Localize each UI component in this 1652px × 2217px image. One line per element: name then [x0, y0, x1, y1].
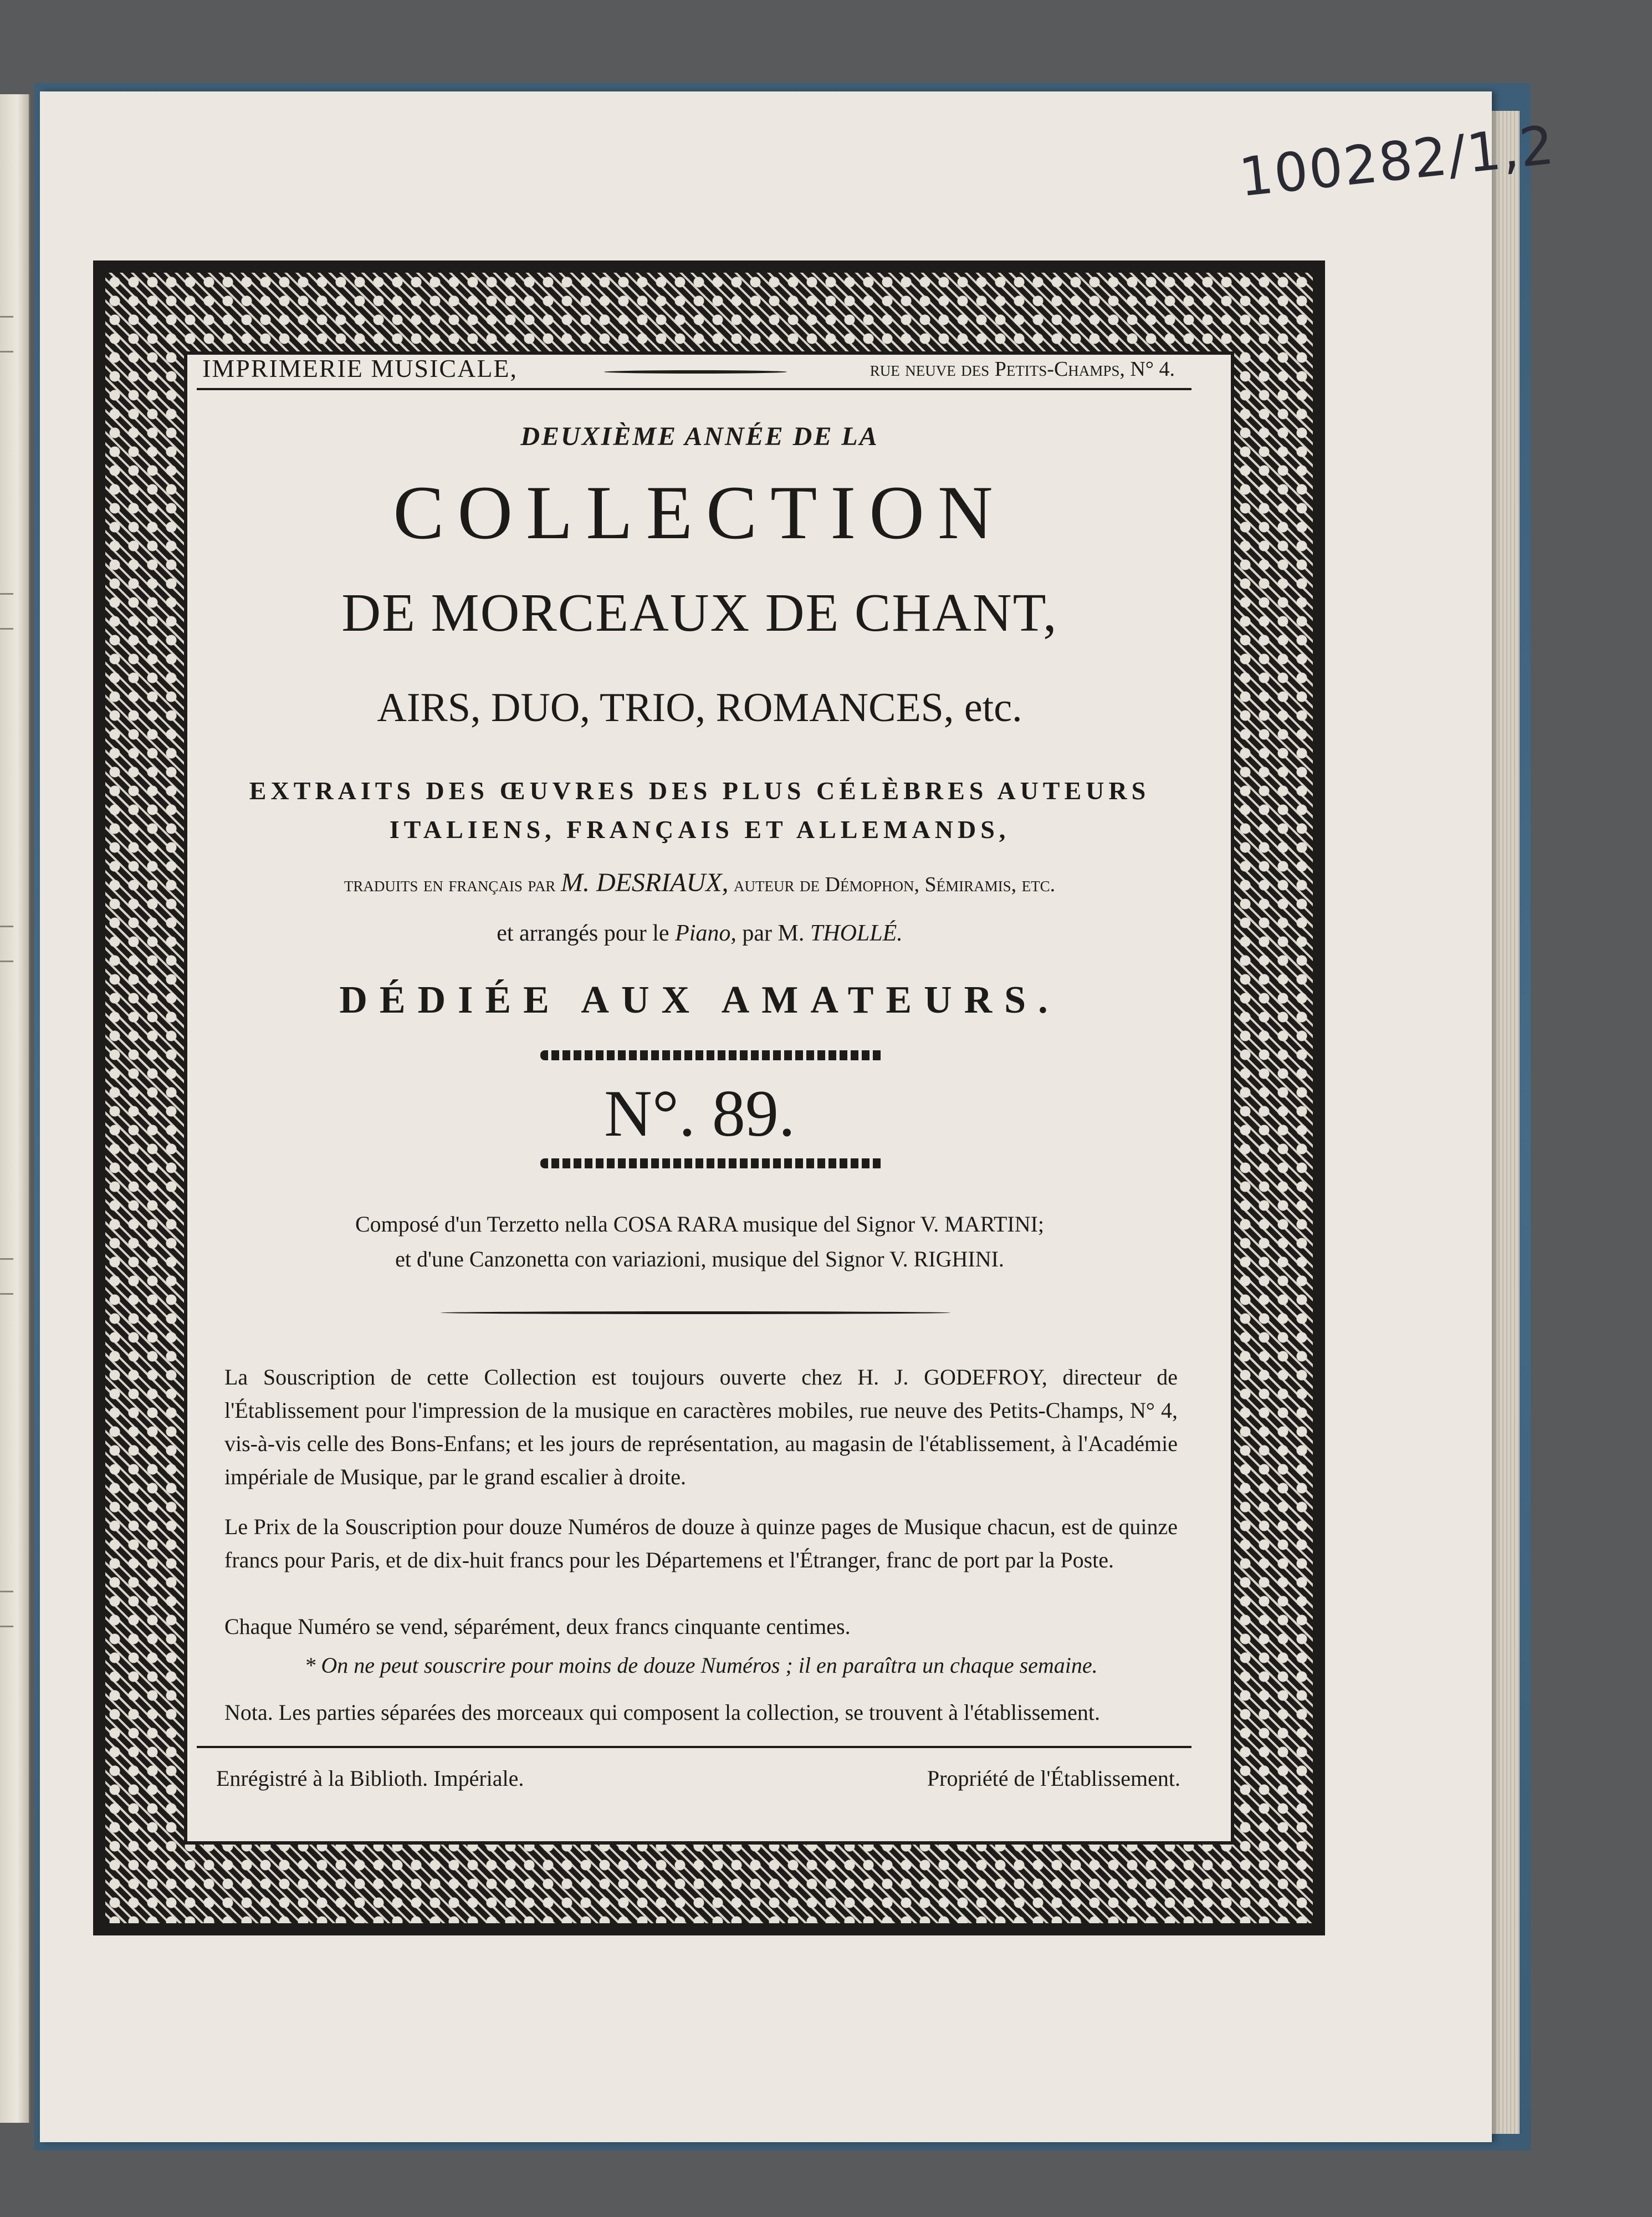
header-rule — [197, 388, 1191, 390]
arranges-mid: par M. — [742, 921, 805, 946]
traduits-prefix: traduits en français par — [344, 873, 556, 896]
price-paragraph: Le Prix de la Souscription pour douze Numéros de douze à quinze pages de Musique chacun, est de quinze francs pour Paris, et de dix-huit francs pour les Départemens et l'Étranger, franc de port par la Poste. — [224, 1514, 1178, 1572]
composition-line-1: Composé d'un Terzetto nella COSA RARA musique del Signor V. MARTINI; — [355, 1212, 1045, 1237]
page-edges — [1492, 111, 1520, 2134]
composition-line-2: et d'une Canzonetta con variazioni, musique del Signor V. RIGHINI. — [395, 1247, 1004, 1271]
imprint-label: IMPRIMERIE MUSICALE, — [202, 354, 518, 382]
subscription-paragraph: La Souscription de cette Collection est toujours ouverte chez H. J. GODEFROY, directeur de l'Établissement pour l'impression de la musique en caractères mobiles, rue neuve des Petits-Champs, N° 4, vis-à-vis celle des Bons-Enfans; et les jours de représentation, au magasin de l'établissement, à l'Académie impériale de Musique, par le grand escalier à droite. — [224, 1365, 1178, 1489]
arranges-instrument: Piano, — [675, 921, 737, 946]
title-line-3: AIRS, DUO, TRIO, ROMANCES, etc. — [377, 685, 1022, 731]
ornamental-rule — [604, 370, 787, 374]
extraits-line-1: EXTRAITS DES ŒUVRES DES PLUS CÉLÈBRES AUTEURS — [249, 777, 1150, 805]
translator-line — [197, 867, 1203, 898]
ornamental-rule — [441, 1311, 950, 1314]
imprint-address: rue neuve des Petits-Champs, N° 4. — [870, 357, 1175, 381]
arranger-line — [197, 920, 1203, 947]
staff-mark — [0, 1591, 13, 1627]
left-page-edge — [0, 94, 30, 2123]
staff-mark — [0, 926, 13, 962]
title-line-2: DE MORCEAUX DE CHANT, — [341, 583, 1058, 643]
main-title: COLLECTION — [393, 470, 1006, 555]
property-note: Propriété de l'Établissement. — [927, 1766, 1180, 1791]
manuscript-number: 100282/1,2 — [1236, 114, 1558, 209]
sale-paragraph: Chaque Numéro se vend, séparément, deux francs cinquante centimes. — [224, 1614, 851, 1639]
staff-mark — [0, 593, 13, 630]
staff-mark — [0, 316, 13, 353]
title-content — [197, 349, 1203, 1829]
extraits-line-2: ITALIENS, FRANÇAIS ET ALLEMANDS, — [389, 815, 1010, 844]
translator-name: M. DESRIAUX, — [560, 868, 729, 897]
issue-number: N°. 89. — [604, 1076, 795, 1150]
arranges-prefix: et arrangés pour le — [497, 921, 669, 946]
traduits-suffix: auteur de Démophon, Sémiramis, etc. — [734, 873, 1056, 896]
ornamental-rule — [540, 1158, 884, 1168]
staff-mark — [0, 1258, 13, 1295]
registration-note: Enrégistré à la Biblioth. Impériale. — [216, 1766, 524, 1791]
dedication: DÉDIÉE AUX AMATEURS. — [339, 979, 1060, 1021]
nota-paragraph: Nota. Les parties séparées des morceaux qui composent la collection, se trouvent à l'établissement. — [224, 1700, 1101, 1725]
arranger-name: THOLLÉ. — [810, 921, 903, 946]
year-subtitle: DEUXIÈME ANNÉE DE LA — [520, 422, 879, 451]
footer-rule — [197, 1746, 1191, 1748]
imprint-header — [202, 354, 1203, 392]
ornamental-rule — [540, 1050, 884, 1060]
subscription-note: * On ne peut souscrire pour moins de douze Numéros ; il en paraîtra un chaque semaine. — [304, 1653, 1098, 1678]
